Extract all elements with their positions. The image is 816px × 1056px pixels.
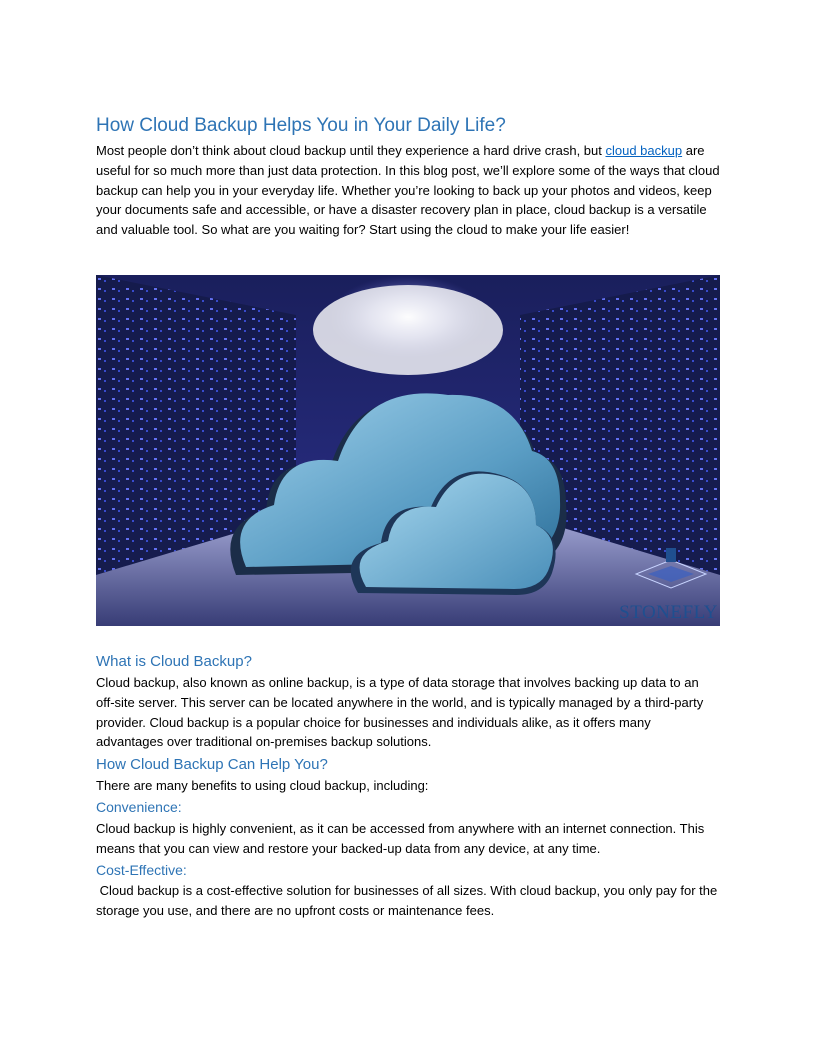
intro-paragraph [96,141,720,240]
page-title: How Cloud Backup Helps You in Your Daily Life? [96,115,506,136]
how-help-paragraph: There are many benefits to using cloud backup, including: [96,778,429,793]
what-is-paragraph: Cloud backup, also known as online backup, is a type of data storage that involves backing up data to an off-site server. This server can be located anywhere in the world, and is typically managed by a third-party provider. Cloud backup is a popular choice for businesses and individuals alike, as it offers many advantages over traditional on-premises backup solutions. [96,675,704,750]
what-is-heading: What is Cloud Backup? [96,653,252,670]
cloud-backup-link[interactable]: cloud backup [605,143,683,158]
hero-image [96,275,720,626]
convenience-paragraph: Cloud backup is highly convenient, as it can be accessed from anywhere with an internet connection. This means that you can view and restore your backed-up data from any device, at any time. [96,821,705,856]
intro-text-start: Most people don’t think about cloud backup until they experience a hard drive crash, but [96,143,606,158]
cost-effective-heading: Cost-Effective: [96,862,187,878]
cost-effective-paragraph: Cloud backup is a cost-effective solution for businesses of all sizes. With cloud backup, you only pay for the storage you use, and there are no upfront costs or maintenance fees. [96,883,721,918]
stonefly-logo: STONEFLY [619,602,718,623]
cloud-icon [96,275,720,626]
how-help-heading: How Cloud Backup Can Help You? [96,756,328,773]
intro-text-end: are useful for so much more than just data protection. In this blog post, we’ll explore some of the ways that cloud backup can help you in your everyday life. Whether you’re looking to back up your photos and videos, keep your documents safe and accessible, or have a disaster recovery plan in place, cloud backup is a versatile and valuable tool. So what are you waiting for? Start using the cloud to make your life easier! [96,143,720,238]
convenience-heading: Convenience: [96,799,182,815]
